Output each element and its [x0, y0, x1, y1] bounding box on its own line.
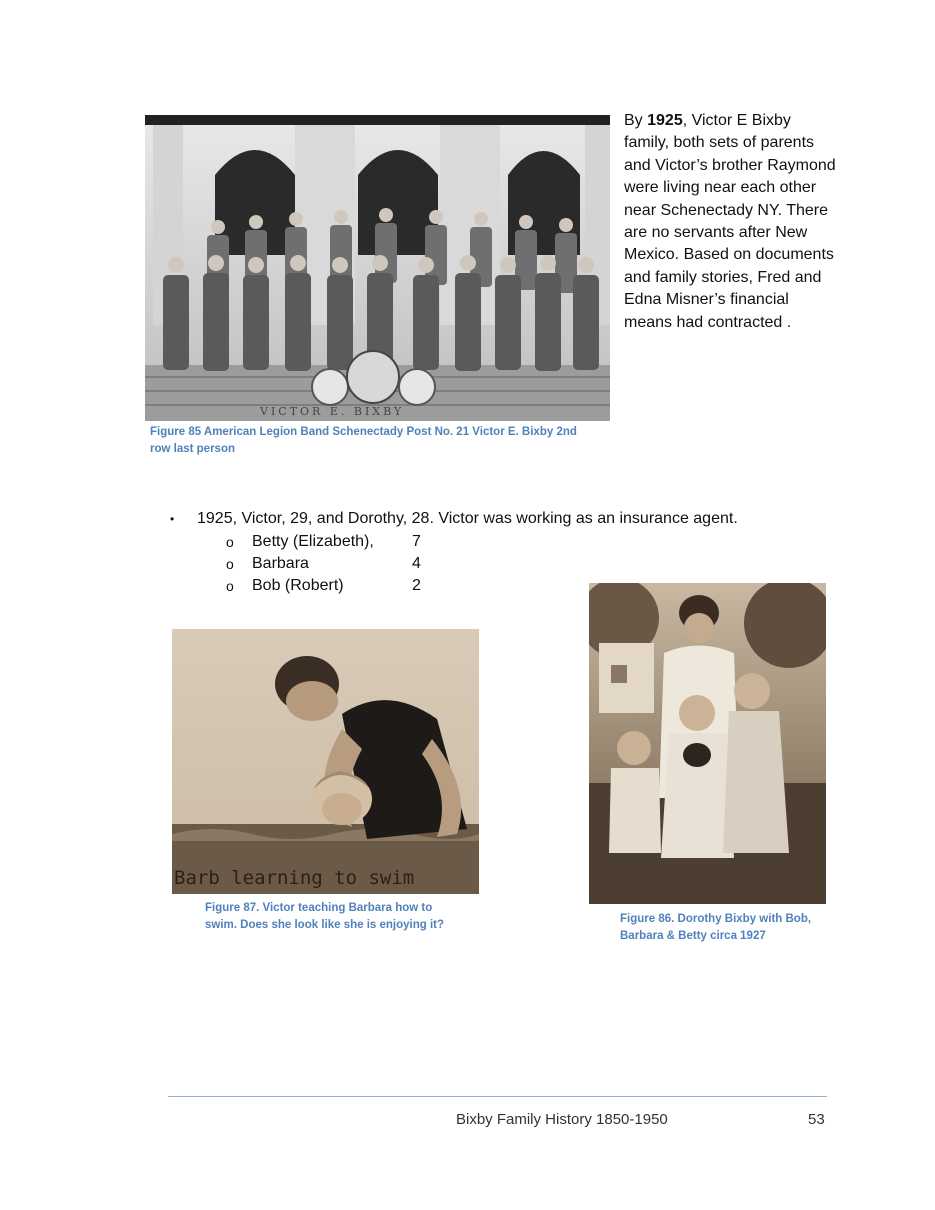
- bullet-text: 1925, Victor, 29, and Dorothy, 28. Victor was working as an insurance agent.: [197, 510, 738, 527]
- child-name: Betty (Elizabeth),: [252, 533, 374, 550]
- child-name: Bob (Robert): [252, 577, 344, 594]
- swim-photo: [172, 629, 479, 894]
- intro-paragraph: [624, 110, 839, 334]
- band-photo-inscription: VICTOR E. BIXBY: [260, 405, 405, 418]
- bullet-marker: •: [170, 512, 175, 526]
- child-age: 2: [412, 577, 421, 594]
- footer-divider: [168, 1096, 827, 1097]
- sub-bullet-marker: o: [226, 578, 234, 594]
- sub-bullet-marker: o: [226, 534, 234, 550]
- band-photo: [145, 115, 610, 421]
- child-age: 7: [412, 533, 421, 550]
- intro-lead: By: [624, 112, 648, 129]
- footer-title: Bixby Family History 1850-1950: [456, 1111, 668, 1128]
- child-name: Barbara: [252, 555, 309, 572]
- sub-bullet-marker: o: [226, 556, 234, 572]
- family-photo-graphic: [589, 583, 826, 904]
- band-photo-graphic: [145, 115, 610, 421]
- figure-85-caption: Figure 85 American Legion Band Schenectady Post No. 21 Victor E. Bixby 2nd row last person: [150, 426, 577, 455]
- swim-photo-graphic: [172, 629, 479, 894]
- family-photo: [589, 583, 826, 904]
- figure-86-caption: Figure 86. Dorothy Bixby with Bob, Barbara & Betty circa 1927: [620, 913, 812, 942]
- intro-year: 1925: [647, 112, 683, 129]
- intro-rest: , Victor E Bixby family, both sets of parents and Victor’s brother Raymond were living near each other near Schenectady NY. There are no servants after New Mexico. Based on documents and family stories, Fred and Edna Misner’s financial means had contracted .: [624, 112, 836, 331]
- figure-87-caption: Figure 87. Victor teaching Barbara how to swim. Does she look like she is enjoying it?: [205, 902, 445, 931]
- child-age: 4: [412, 555, 421, 572]
- page-number: 53: [808, 1111, 825, 1128]
- swim-photo-inscription: Barb learning to swim: [174, 867, 415, 889]
